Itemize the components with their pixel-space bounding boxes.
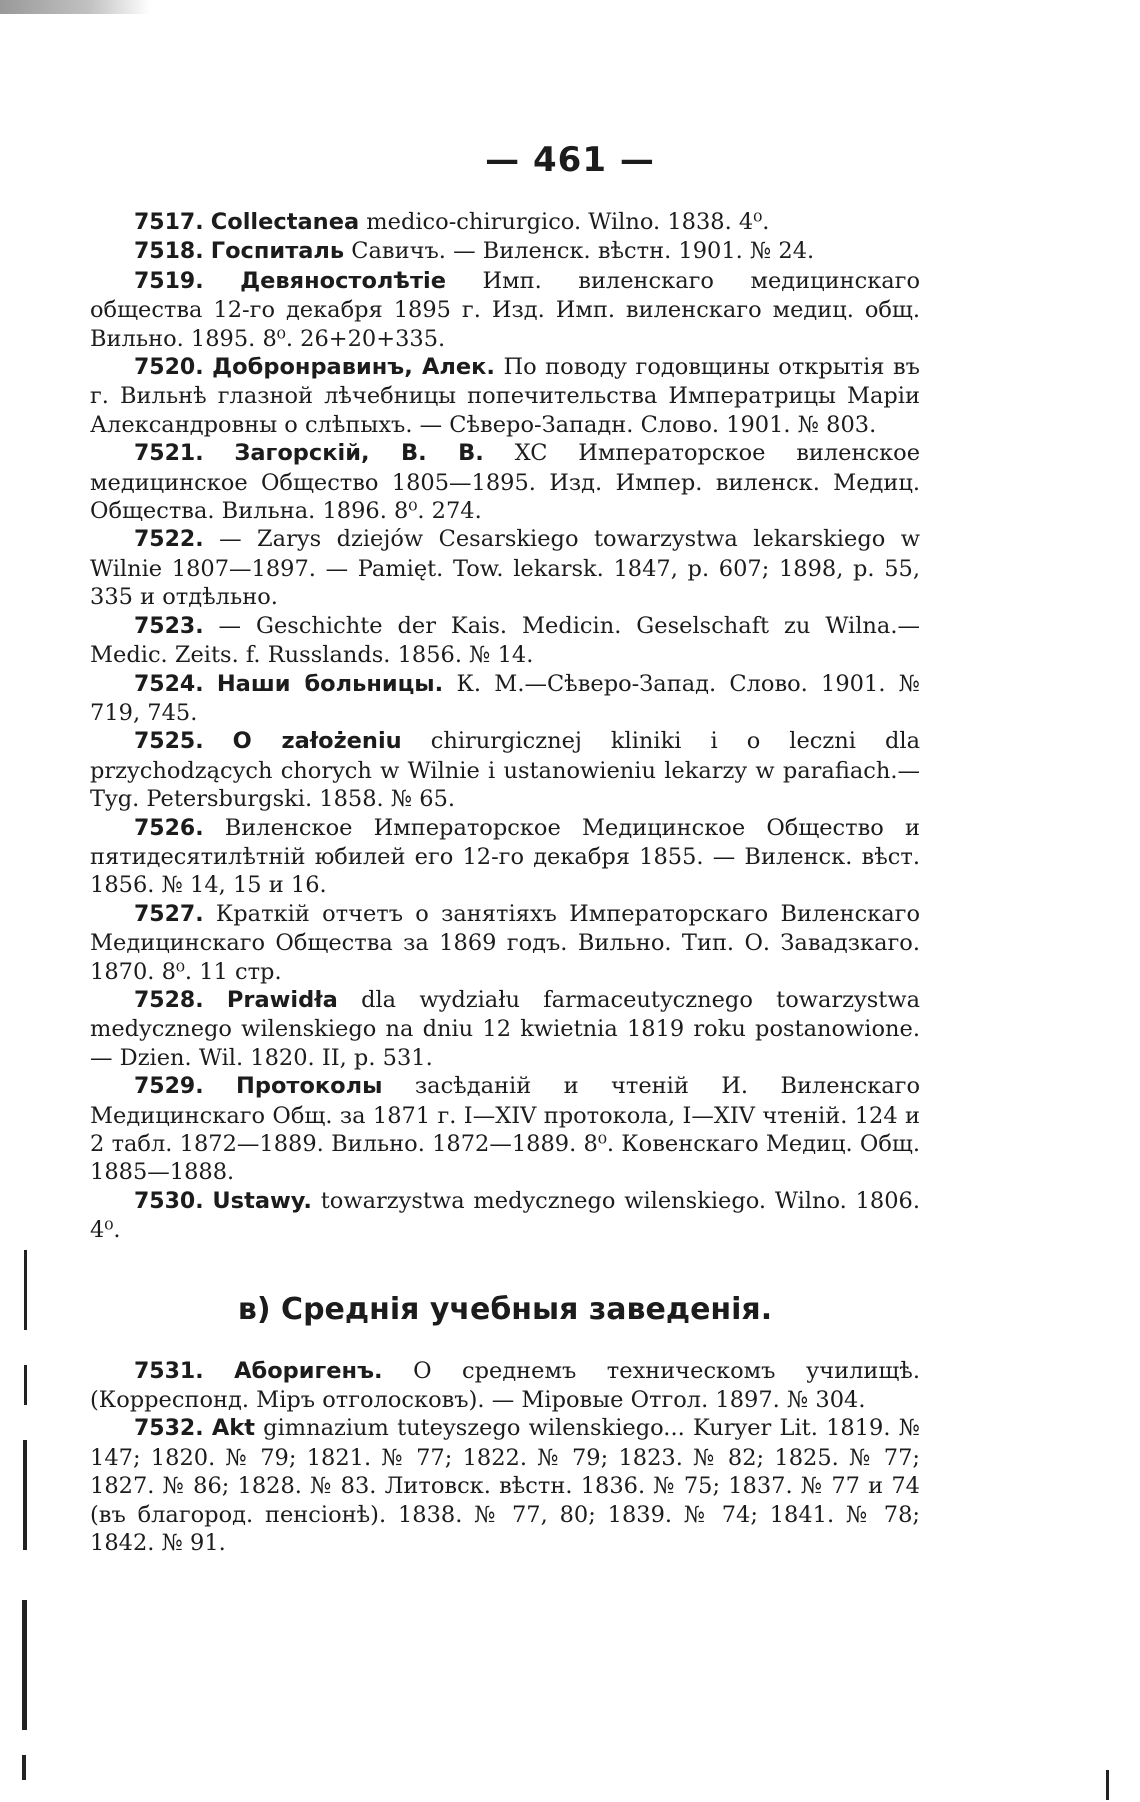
entry-text: Имп. виленскаго медицинскаго общества 12-го декабря 1895 г. Изд. Имп. виленскаго медиц. общ. Вильно. 1895. 8⁰. 26+20+335. xyxy=(90,267,921,352)
entry-text: Краткій отчетъ о занятіяхъ Императорскаго Виленскаго Медицинскаго Общества за 1869 годъ. Вильно. Тип. О. Завадзкаго. 1870. 8⁰. 11 стр. xyxy=(90,900,920,985)
bibliography-entry xyxy=(90,670,920,728)
bibliography-entry xyxy=(90,727,920,813)
page-number: — 461 — xyxy=(485,140,655,180)
bibliography-entry xyxy=(90,1072,920,1187)
entry-number: 7521. xyxy=(134,441,204,467)
entry-text: XC Императорское виленское медицинское Общество 1805—1895. Изд. Импер. виленск. Медиц. Общества. Вильна. 1896. 8⁰. 274. xyxy=(90,440,921,525)
entry-number: 7523. xyxy=(134,613,204,639)
bibliography-entry xyxy=(90,439,920,525)
bibliography-entry xyxy=(90,525,920,611)
entry-text: — Zarys dziejów Cesarskiego towarzystwa lekarskiego w Wilnie 1807—1897. — Pamięt. Tow. lekarsk. 1847, p. 607; 1898, p. 55, 335 и отдѣльно. xyxy=(90,526,920,611)
entry-text: towarzystwa medycznego wilenskiego. Wilno. 1806. 4⁰. xyxy=(90,1187,920,1244)
entry-heading: O założeniu xyxy=(232,728,402,755)
bibliography-entry xyxy=(90,612,920,670)
page-body xyxy=(90,208,920,1557)
entry-text: Савичъ. — Виленск. вѣстн. 1901. № 24. xyxy=(344,238,815,265)
entry-heading: Загорскій, В. В. xyxy=(234,440,484,467)
bibliography-entry xyxy=(90,353,920,439)
entry-text: засѣданій и чтеній И. Виленскаго Медицинскаго Общ. за 1871 г. I—XIV протокола, I—XIV чтеній. 124 и 2 табл. 1872—1889. Вильно. 1872—1889. 8⁰. Ковенскаго Медиц. Общ. 1885—1888. xyxy=(90,1073,921,1186)
section-heading: в) Среднія учебныя заведенія. xyxy=(237,1291,773,1327)
scan-mark xyxy=(22,1600,27,1730)
entry-number: 7529. xyxy=(134,1074,204,1100)
entry-heading: Prawidła xyxy=(226,986,338,1013)
scan-smudge xyxy=(0,0,150,14)
entry-heading: Протоколы xyxy=(236,1073,383,1100)
entry-text: По поводу годовщины открытія въ г. Вильнѣ глазной лѣчебницы попечительства Императрицы Маріи Александровны о слѣпыхъ. — Сѣверо-Западн. Слово. 1901. № 803. xyxy=(90,354,920,438)
entry-number: 7531. xyxy=(134,1358,204,1384)
entry-text: К. М.—Сѣверо-Запад. Слово. 1901. № 719, 745. xyxy=(90,670,921,726)
entry-number: 7519. xyxy=(134,268,204,294)
entry-number: 7532. xyxy=(134,1416,204,1442)
entry-heading: Добронравинъ, Алек. xyxy=(212,354,495,381)
entries-list xyxy=(90,208,920,1245)
bibliography-entry xyxy=(90,900,920,986)
bibliography-entry xyxy=(90,1187,920,1245)
entry-number: 7528. xyxy=(134,987,204,1013)
scan-mark xyxy=(24,1250,27,1330)
bibliography-entry xyxy=(90,986,920,1072)
bibliography-entry xyxy=(90,208,920,237)
entry-text: О среднемъ техническомъ училищѣ. (Корреспонд. Міръ отголосковъ). — Міровые Отгол. 1897. № 304. xyxy=(90,1357,920,1414)
bibliography-entry xyxy=(90,814,920,900)
entry-number: 7518. xyxy=(134,239,204,265)
bibliography-entry xyxy=(90,1414,920,1557)
bibliography-entry xyxy=(90,237,920,266)
entry-heading: Наши больницы. xyxy=(216,670,444,697)
entry-number: 7517. xyxy=(134,210,204,235)
entry-number: 7524. xyxy=(134,671,204,697)
entry-number: 7520. xyxy=(134,355,204,381)
entry-text: — Geschichte der Kais. Medicin. Geselschaft zu Wilna.— Medic. Zeits. f. Russlands. 1856. № 14. xyxy=(90,612,920,669)
entry-number: 7525. xyxy=(134,729,204,755)
bibliography-entry xyxy=(90,1357,920,1415)
entry-heading: Collectanea xyxy=(210,209,360,235)
entry-text: Виленское Императорское Медицинское Общество и пятидесятилѣтній юбилей его 12-го декабря 1855. — Виленск. вѣст. 1856. № 14, 15 и 16. xyxy=(90,814,920,899)
scan-mark xyxy=(22,1755,26,1780)
entry-number: 7530. xyxy=(134,1188,204,1214)
entry-text: gimnazium tuteyszego wilenskiego... Kuryer Lit. 1819. № 147; 1820. № 79; 1821. № 77; 1822. № 79; 1823. № 82; 1825. № 77; 1827. № 86; 1828. № 83. Литовск. вѣстн. 1836. № 75; 1837. № 77 и 74 (въ благород. пенсіонѣ). 1838. № 77, 80; 1839. № 74; 1841. № 78; 1842. № 91. xyxy=(90,1415,920,1557)
entry-text: chirurgicznej kliniki i o leczni dla przychodzących chorych w Wilnie i ustanowieniu lekarzy w parafiach.— Tyg. Petersburgski. 1858. № 65. xyxy=(90,728,921,813)
scan-mark xyxy=(24,1365,27,1405)
entry-heading: Девяностолѣтіе xyxy=(240,267,446,294)
entry-heading: Akt xyxy=(211,1415,255,1442)
entry-number: 7527. xyxy=(134,901,204,927)
entry-number: 7522. xyxy=(134,527,204,553)
entry-text: dla wydziału farmaceutycznego towarzystwa medycznego wilenskiego na dniu 12 kwietnia 1819 roku postanowione. — Dzien. Wil. 1820. II, p. 531. xyxy=(90,986,920,1071)
entry-heading: Госпиталь xyxy=(210,238,345,265)
bibliography-entry xyxy=(90,267,920,353)
scan-mark xyxy=(23,1440,27,1550)
scan-mark xyxy=(1106,1770,1109,1800)
entries-list xyxy=(90,1357,920,1558)
entry-text: medico-chirurgico. Wilno. 1838. 4⁰. xyxy=(359,209,770,235)
entry-heading: Аборигенъ. xyxy=(234,1357,383,1384)
entry-number: 7526. xyxy=(134,815,204,841)
entry-heading: Ustawy. xyxy=(212,1187,312,1214)
